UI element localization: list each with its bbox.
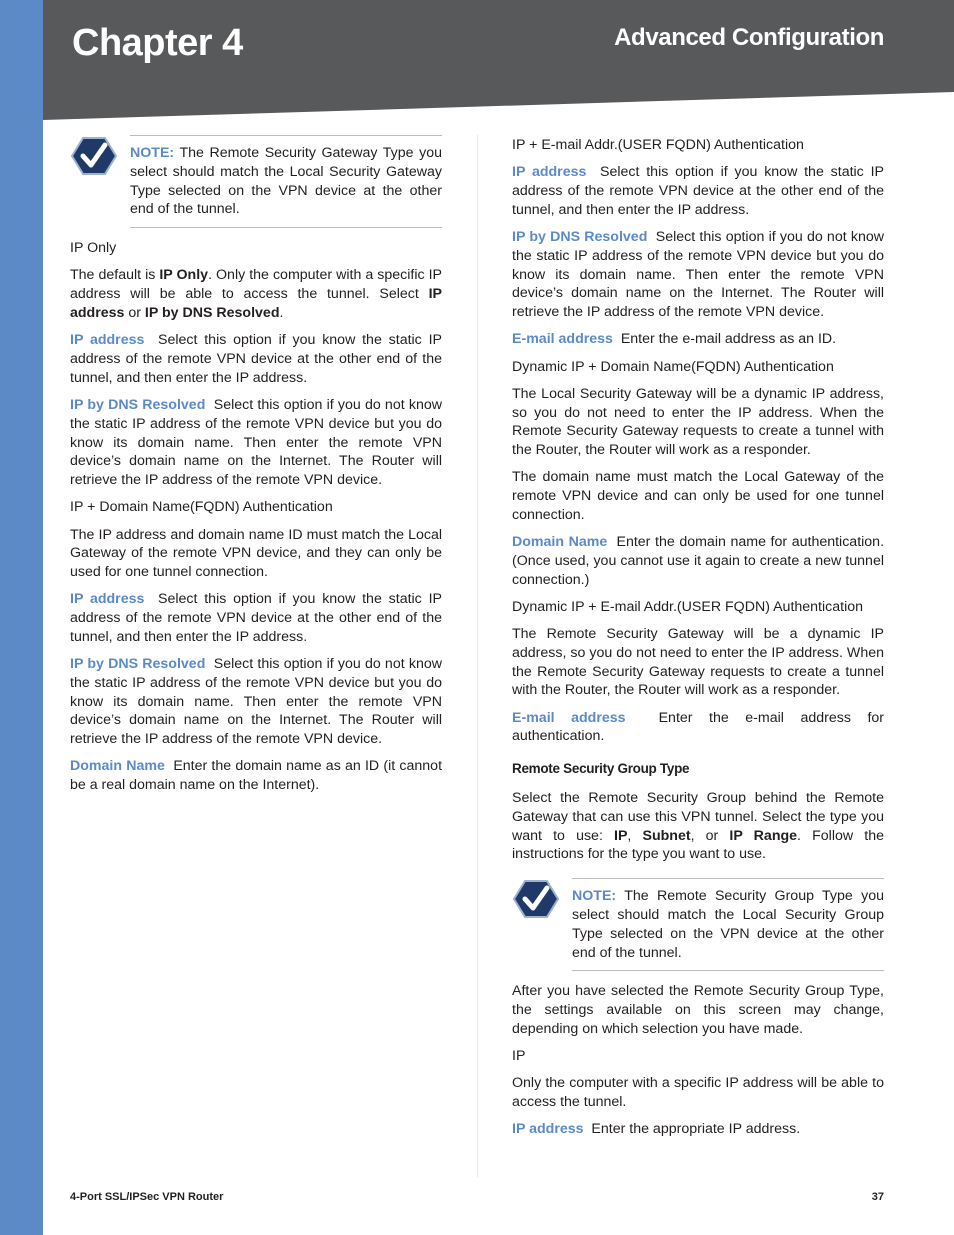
ip-address-paragraph: IP address Select this option if you know the static IP address of the remote VPN device at the other end of the tunnel, and then enter the IP address.	[70, 591, 442, 645]
group-type-paragraph: Select the Remote Security Group behind the Remote Gateway that can use this VPN tunnel. Select the type you want to use: IP, Subnet, or IP Range. Follow the instructions for the type you want to use.	[512, 790, 884, 863]
checkmark-icon	[70, 136, 118, 176]
column-divider	[477, 135, 478, 1177]
domain-name-term: Domain Name	[512, 534, 608, 551]
ip-address-term: IP address	[70, 591, 145, 608]
email-heading: IP + E-mail Addr.(USER FQDN) Authentication	[512, 137, 804, 153]
right-column	[512, 136, 884, 1148]
dns-term: IP by DNS Resolved	[70, 396, 206, 413]
dns-term: IP by DNS Resolved	[512, 228, 648, 245]
dns-paragraph: IP by DNS Resolved Select this option if you do not know the static IP address of the remote VPN device but you do know its domain name. Then enter the remote VPN device’s domain name on the Internet. The Router will retrieve the IP address of the remote VPN device.	[512, 228, 884, 321]
section-title: Advanced Configuration	[614, 24, 884, 51]
page-number: 37	[871, 1191, 884, 1203]
checkmark-icon	[512, 879, 560, 919]
ip-heading: IP	[512, 1048, 526, 1065]
dyn-fqdn-paragraph: The Local Security Gateway will be a dynamic IP address, so you do not need to enter the IP address. When the Remote Security Gateway requests to create a tunnel with the Router, the Router will work as a responder.	[512, 385, 884, 459]
email-paragraph: E-mail address Enter the e-mail address as an ID.	[512, 331, 837, 348]
side-color-bar	[0, 0, 43, 1235]
dyn-fqdn-heading: Dynamic IP + Domain Name(FQDN) Authentication	[512, 358, 834, 375]
email-term: E-mail address	[512, 331, 613, 348]
dns-paragraph: IP by DNS Resolved Select this option if you do not know the static IP address of the remote VPN device but you do know its domain name. Then enter the remote VPN device’s domain name on the Internet. The Router will retrieve the IP address of the remote VPN device.	[70, 656, 442, 748]
ip-address-paragraph: IP address Enter the appropriate IP address.	[512, 1121, 801, 1138]
email-term: E-mail address	[512, 709, 626, 726]
note-box	[572, 878, 884, 971]
ip-address-term: IP address	[512, 164, 587, 181]
email-paragraph: E-mail address Enter the e-mail address for authentication.	[512, 709, 884, 745]
dns-term: IP by DNS Resolved	[70, 656, 206, 673]
left-column	[70, 135, 442, 803]
ip-paragraph: Only the computer with a specific IP address will be able to access the tunnel.	[512, 1075, 884, 1111]
after-paragraph: After you have selected the Remote Security Group Type, the settings available on this screen may change, depending on which selection you have made.	[512, 983, 884, 1037]
ip-only-heading: IP Only	[70, 240, 117, 257]
dns-paragraph: IP by DNS Resolved Select this option if you do not know the static IP address of the remote VPN device but you do know its domain name. Then enter the remote VPN device’s domain name on the Internet. The Router will retrieve the IP address of the remote VPN device.	[70, 396, 442, 489]
note-box	[130, 135, 442, 228]
dyn-email-heading: Dynamic IP + E-mail Addr.(USER FQDN) Authentication	[512, 598, 864, 615]
default-paragraph: The default is IP Only. Only the computer with a specific IP address will be able to access the tunnel. Select IP address or IP by DNS Resolved.	[70, 267, 443, 321]
group-type-heading: Remote Security Group Type	[512, 761, 690, 777]
domain-name-paragraph: Domain Name Enter the domain name for authentication. (Once used, you cannot use it again to create a new tunnel connection.)	[512, 534, 885, 588]
dyn-email-paragraph: The Remote Security Gateway will be a dynamic IP address, so you do not need to enter the IP address. When the Remote Security Gateway requests to create a tunnel with the Router, the Router will work as a responder.	[512, 626, 884, 699]
ip-address-term: IP address	[512, 1121, 584, 1138]
dyn-fqdn-paragraph-2: The domain name must match the Local Gateway of the remote VPN device and can only be used for one tunnel connection.	[512, 469, 884, 523]
chapter-title: Chapter 4	[72, 22, 243, 64]
footer-product-name: 4-Port SSL/IPSec VPN Router	[70, 1191, 224, 1203]
ip-address-term: IP address	[70, 332, 145, 349]
domain-name-term: Domain Name	[70, 758, 165, 775]
note-label: NOTE:	[572, 888, 617, 905]
note-label: NOTE:	[130, 145, 175, 161]
fqdn-paragraph: The IP address and domain name ID must match the Local Gateway of the remote VPN device, and they can only be used for one tunnel connection.	[70, 526, 442, 581]
note-text: The Remote Security Gateway Type you select should match the Local Security Gateway Type selected on the VPN device at the other end of the tunnel.	[130, 145, 442, 218]
fqdn-heading: IP + Domain Name(FQDN) Authentication	[70, 499, 333, 516]
note-text: The Remote Security Group Type you select should match the Local Security Group Type selected on the VPN device at the other end of the tunnel.	[572, 888, 884, 961]
ip-address-paragraph: IP address Select this option if you know the static IP address of the remote VPN device at the other end of the tunnel, and then enter the IP address.	[512, 164, 884, 218]
ip-address-paragraph: IP address Select this option if you know the static IP address of the remote VPN device at the other end of the tunnel, and then enter the IP address.	[70, 332, 442, 386]
domain-name-paragraph: Domain Name Enter the domain name as an ID (it cannot be a real domain name on the Internet).	[70, 758, 443, 794]
